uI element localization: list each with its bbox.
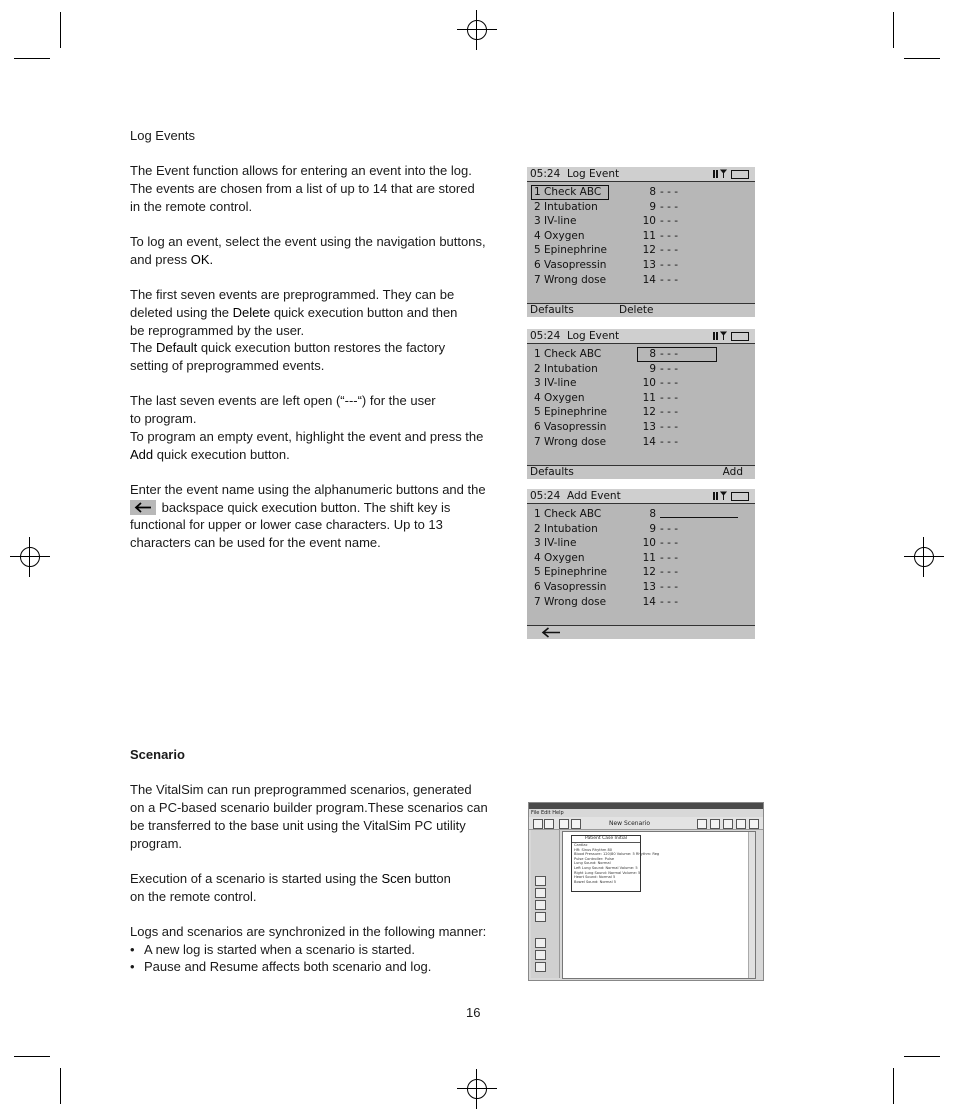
crop-mark [904,58,940,59]
toolbar-button[interactable] [533,819,543,829]
crop-mark [60,12,61,48]
default-keyword: Default [156,340,198,356]
pc-menu-bar: File Edit Help [531,810,564,816]
scen-keyword: Scen [381,870,412,886]
log-events-para-3: The first seven events are preprogrammed. They can be deleted using the Delete quick execution button and then be reprogrammed by the user. The Default quick execution button restores the factory setting of preprogrammed events. [130,287,458,374]
delete-keyword: Delete [232,304,271,320]
lcd-header [527,329,755,344]
crop-mark [14,1056,50,1057]
event-row[interactable]: 7 Wrong dose 14 - - - [534,273,679,286]
defaults-softkey[interactable]: Defaults [530,466,574,478]
event-row[interactable]: 4 Oxygen 11 - - - [534,391,679,404]
event-row[interactable]: 5 Epinephrine 12 - - - [534,566,679,579]
log-events-para-2: To log an event, select the event using the navigation buttons, and press OK. [130,234,486,267]
event-row[interactable]: 4 Oxygen 11 - - - [534,229,679,242]
scenario-para-3: Logs and scenarios are synchronized in the following manner: [130,923,487,939]
battery-icon [731,332,749,341]
page-number: 16 [466,1005,481,1020]
panel-button[interactable] [535,888,546,898]
event-row[interactable]: 7 Wrong dose 14 - - - [534,595,679,608]
lcd-header [527,167,755,182]
pc-titlebar [529,803,763,809]
panel-button[interactable] [535,912,546,922]
pc-left-panel [531,830,560,978]
event-row[interactable]: 6 Vasopressin 13 - - - [534,420,679,433]
event-row[interactable]: 2 Intubation 9 - - - [534,522,679,535]
registration-mark-right [904,537,944,577]
scenario-para-1: The VitalSim can run preprogrammed scenarios, generated on a PC-based scenario builder program.These scenarios can be transferred to the base unit using the VitalSim PC utility program. [130,782,488,851]
scenario-section [130,746,500,976]
event-name-input[interactable] [660,507,738,518]
event-row[interactable]: 4 Oxygen 11 - - - [534,551,679,564]
backspace-softkey-icon[interactable] [541,627,561,638]
lcd-footer [527,465,755,479]
event-row[interactable]: 6 Vasopressin 13 - - - [534,580,679,593]
scenario-para-2: Execution of a scenario is started using the Scen button on the remote control. [130,870,451,904]
lcd-footer [527,303,755,317]
log-events-para-5: Enter the event name using the alphanumeric buttons and the backspace quick execution button. The shift key is functional for upper or lower case characters. Up to 13 characters can be used for the event name. [130,481,486,551]
defaults-softkey[interactable]: Defaults [530,304,574,316]
battery-icon [731,170,749,179]
pc-case-window-title: Patient Case Initial [572,836,640,843]
list-item: • Pause and Resume affects both scenario and log. [130,958,500,976]
toolbar-button[interactable] [736,819,746,829]
lcd-time-title: 05:24 Log Event [530,168,620,180]
event-row[interactable]: 2 Intubation 9 - - - [534,362,679,375]
event-row[interactable]: 5 Epinephrine 12 - - - [534,244,679,257]
log-events-para-1: The Event function allows for entering an event into the log. The events are chosen from a list of up to 14 that are stored in the remote control. [130,163,475,214]
pc-canvas[interactable] [562,831,756,979]
signal-icon [713,169,727,179]
pc-scrollbar[interactable] [748,832,755,978]
crop-mark [893,12,894,48]
crop-mark [14,58,50,59]
event-row[interactable]: 3 IV-line 10 - - - [534,537,679,550]
delete-softkey[interactable]: Delete [619,304,654,316]
toolbar-button[interactable] [697,819,707,829]
event-row[interactable]: 7 Wrong dose 14 - - - [534,435,679,448]
lcd-time-title: 05:24 Add Event [530,490,621,502]
registration-mark-bottom [457,1069,497,1109]
event-row[interactable]: 6 Vasopressin 13 - - - [534,258,679,271]
scenario-bullets [130,941,500,976]
log-events-para-4: The last seven events are left open (“---“) for the user to program. To program an empty event, highlight the event and press the Add quick execution button. [130,393,484,462]
panel-button[interactable] [535,962,546,972]
event-row[interactable]: 3 IV-line 10 - - - [534,377,679,390]
toolbar-button[interactable] [723,819,733,829]
event-row[interactable]: 1 Check ABC 8 - - - [534,348,679,360]
list-item: • A new log is started when a scenario is started. [130,941,500,959]
panel-button[interactable] [535,938,546,948]
lcd-header [527,489,755,504]
pc-case-window[interactable]: Patient Case Initial Cardiac HR: Sinus Rhythm 80 Blood Pressure: 120/80 Volume: 5 Rhythm: Reg Pulse Controller: Pulse Lung Sound: Normal Left Lung Sound: Normal Volume: 5 Right Lung Sound: Normal Volume: 5 Heart Sound: Normal 5 Bowel Sound: Normal 5 [571,835,641,892]
scenario-title: Scenario [130,747,185,762]
toolbar-button[interactable] [749,819,759,829]
toolbar-button[interactable] [571,819,581,829]
ok-keyword: OK. [190,251,214,267]
event-row[interactable]: 5 Epinephrine 12 - - - [534,406,679,419]
lcd-screen-log-event-delete [527,167,755,317]
toolbar-button[interactable] [559,819,569,829]
battery-icon [731,492,749,501]
panel-button[interactable] [535,950,546,960]
lcd-time-title: 05:24 Log Event [530,330,620,342]
event-row[interactable]: 3 IV-line 10 - - - [534,215,679,228]
registration-mark-left [10,537,50,577]
panel-button[interactable] [535,876,546,886]
lcd-screen-add-event [527,489,755,639]
event-list [534,347,744,449]
event-row[interactable]: 2 Intubation 9 - - - [534,200,679,213]
lcd-footer [527,625,755,639]
toolbar-button[interactable] [710,819,720,829]
registration-mark-top [457,10,497,50]
lcd-screen-log-event-add [527,329,755,479]
event-row[interactable]: 1 Check ABC 8 [534,507,744,522]
pc-scenario-heading: New Scenario [609,820,651,827]
crop-mark [904,1056,940,1057]
event-list [534,507,744,609]
event-row[interactable]: 1 Check ABC 8 - - - [534,186,679,198]
add-keyword: Add [130,446,154,462]
add-softkey[interactable]: Add [722,466,743,478]
scenario-builder-screenshot [528,802,764,981]
panel-button[interactable] [535,900,546,910]
backspace-key-icon [130,500,156,515]
crop-mark [60,1068,61,1104]
log-events-section [130,127,500,552]
toolbar-button[interactable] [544,819,554,829]
crop-mark [893,1068,894,1104]
signal-icon [713,491,727,501]
signal-icon [713,331,727,341]
event-list [534,185,744,287]
log-events-title: Log Events [130,128,196,143]
